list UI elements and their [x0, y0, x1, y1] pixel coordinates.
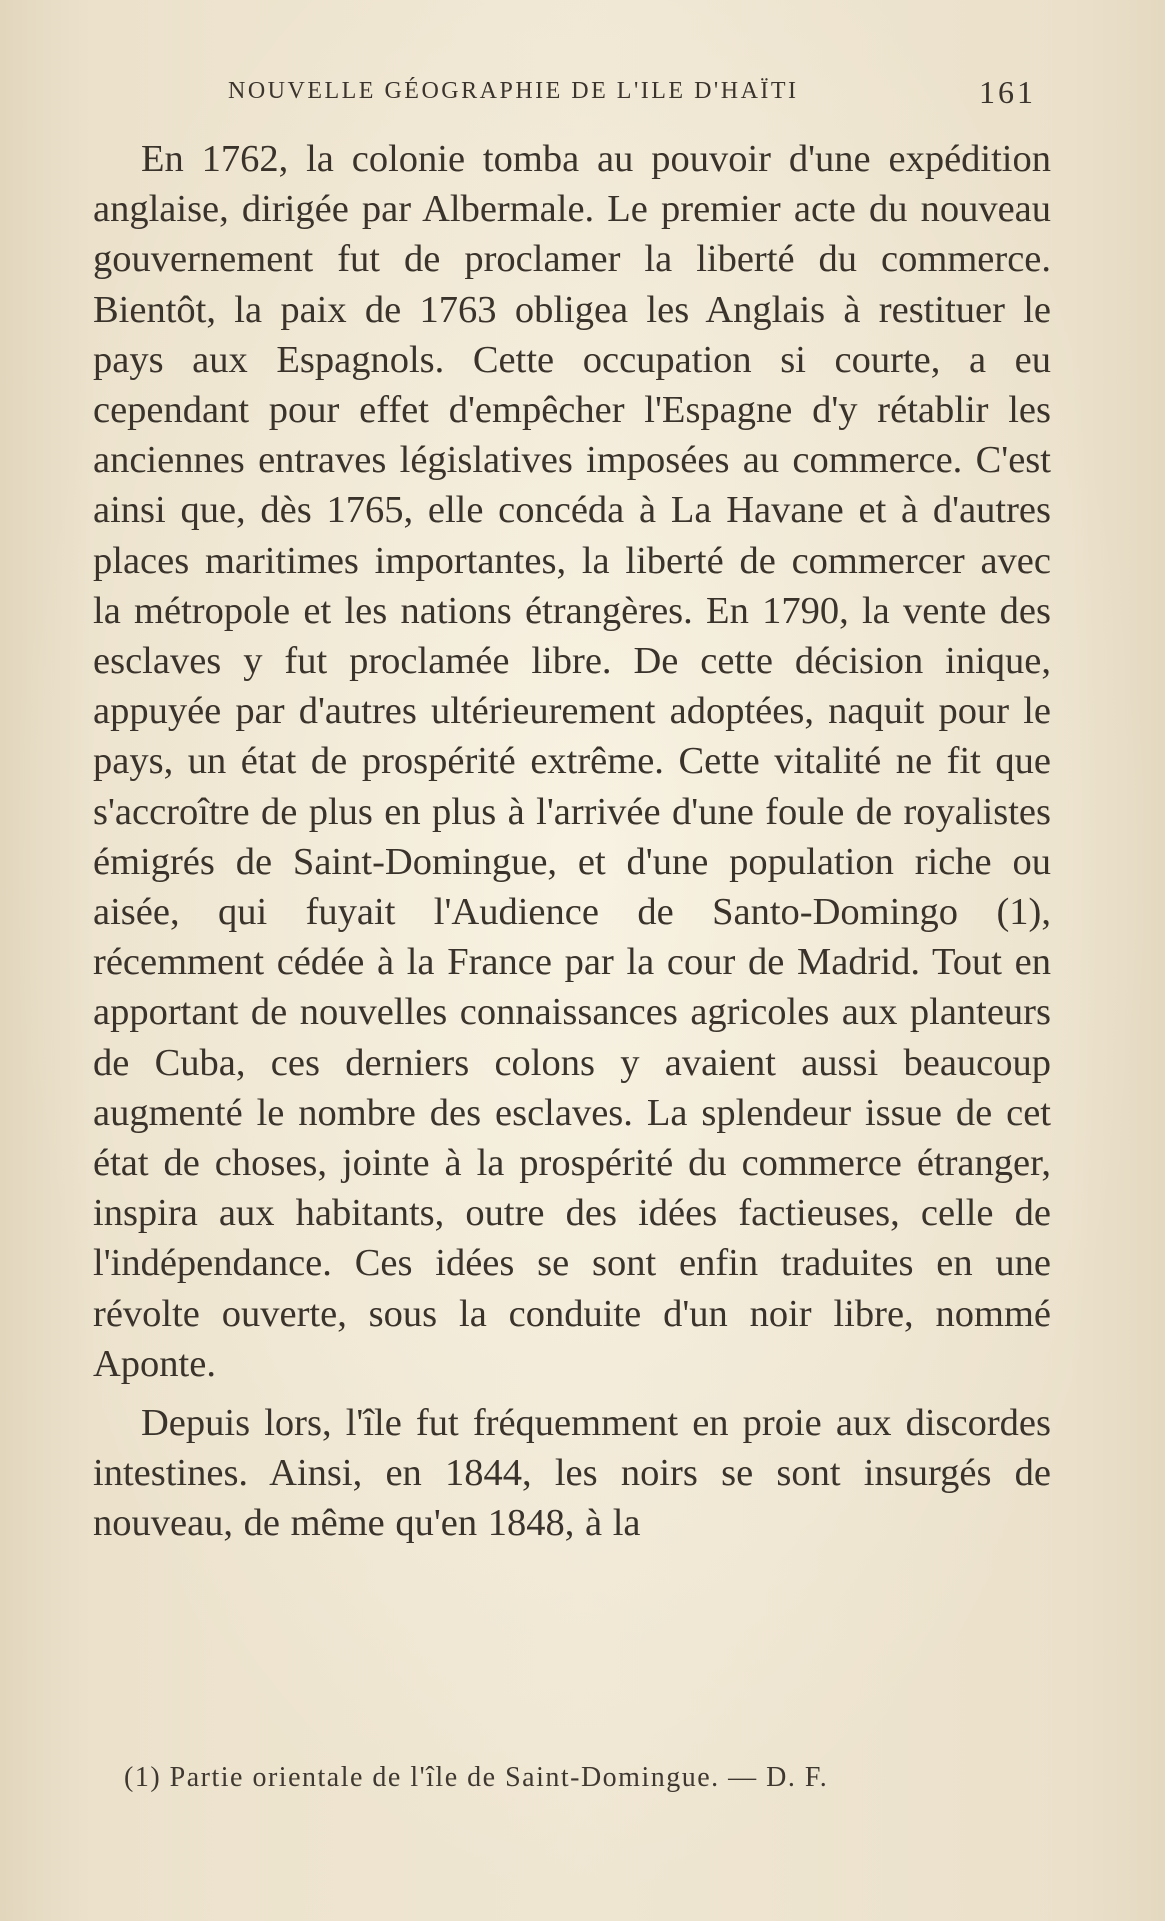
body-text [93, 134, 1051, 1549]
running-head-title: NOUVELLE GÉOGRAPHIE DE L'ILE D'HAÏTI [228, 78, 799, 104]
page-number: 161 [979, 74, 1036, 110]
footnote: (1) Partie orientale de l'île de Saint-Domingue. — D. F. [124, 1762, 829, 1793]
paragraph: Depuis lors, l'île fut fréquemment en proie aux discordes intestines. Ainsi, en 1844, les noirs se sont insurgés de nouveau, de même qu'en 1848, à la [93, 1402, 1051, 1545]
running-head [228, 74, 1036, 118]
paragraph: En 1762, la colonie tomba au pouvoir d'une expédition anglaise, dirigée par Albermale. Le premier acte du nouveau gouvernement fut de proclamer la liberté du commerce. Bientôt, la paix de 1763 obligea les Anglais à restituer le pays aux Espagnols. Cette occupation si courte, a eu cependant pour effet d'empêcher l'Espagne d'y rétablir les anciennes entraves législatives imposées au commerce. C'est ainsi que, dès 1765, elle concéda à La Havane et à d'autres places maritimes importantes, la liberté de commercer avec la métropole et les nations étrangères. En 1790, la vente des esclaves y fut proclamée libre. De cette décision inique, appuyée par d'autres ultérieurement adoptées, naquit pour le pays, un état de prospérité extrême. Cette vitalité ne fit que s'accroître de plus en plus à l'arrivée d'une foule de royalistes émigrés de Saint-Domingue, et d'une population riche ou aisée, qui fuyait l'Audience de Santo-Domingo (1), récemment cédée à la France par la cour de Madrid. Tout en apportant de nouvelles connaissances agricoles aux planteurs de Cuba, ces derniers colons y avaient aussi beaucoup augmenté le nombre des esclaves. La splendeur issue de cet état de choses, jointe à la prospérité du commerce étranger, inspira aux habitants, outre des idées factieuses, celle de l'indépendance. Ces idées se sont enfin traduites en une révolte ouverte, sous la conduite d'un noir libre, nommé Aponte. [93, 138, 1051, 1385]
